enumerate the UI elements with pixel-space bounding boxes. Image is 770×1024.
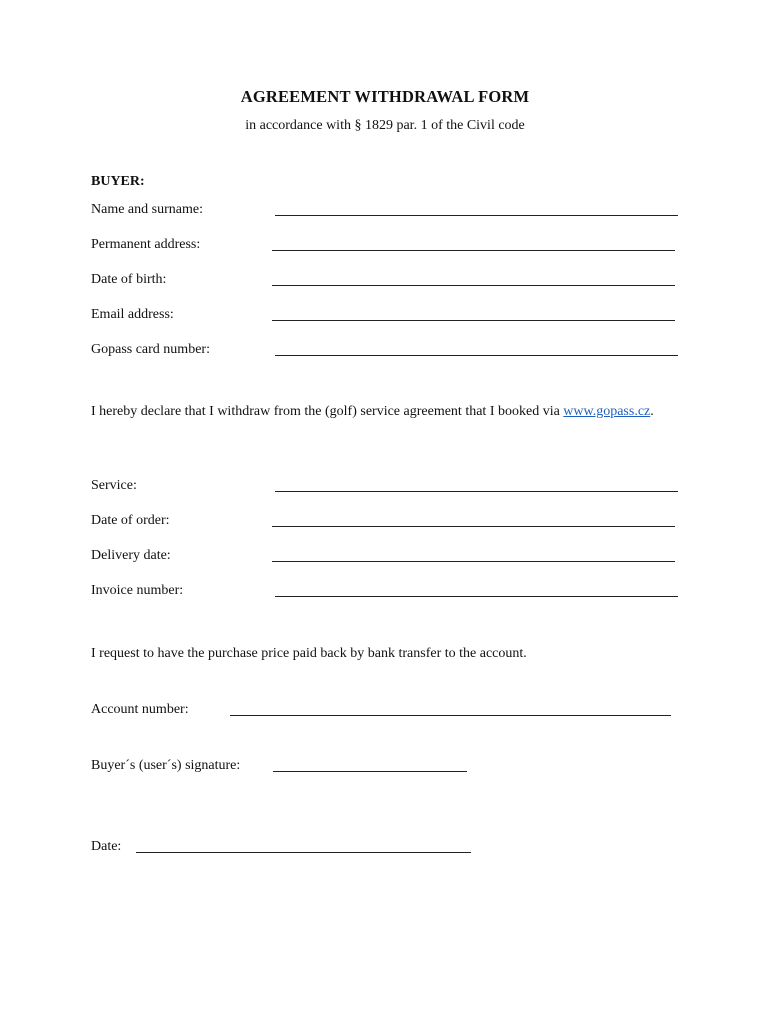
form-subtitle: in accordance with § 1829 par. 1 of the Civil code xyxy=(245,118,525,133)
delivery-date-field[interactable] xyxy=(272,561,675,562)
refund-request-text: I request to have the purchase price paid back by bank transfer to the account. xyxy=(91,646,527,661)
invoice-number-field[interactable] xyxy=(275,596,678,597)
gopass-card-field[interactable] xyxy=(275,355,678,356)
account-number-label: Account number: xyxy=(91,702,189,717)
delivery-date-label: Delivery date: xyxy=(91,548,171,563)
permanent-address-field[interactable] xyxy=(272,250,675,251)
declaration-end: . xyxy=(650,404,654,419)
date-of-birth-field[interactable] xyxy=(272,285,675,286)
email-address-field[interactable] xyxy=(272,320,675,321)
signature-field[interactable] xyxy=(273,771,467,772)
signature-label: Buyer´s (user´s) signature: xyxy=(91,758,241,773)
permanent-address-label: Permanent address: xyxy=(91,237,201,252)
buyer-heading: BUYER: xyxy=(91,174,145,189)
service-field[interactable] xyxy=(275,491,678,492)
date-of-order-label: Date of order: xyxy=(91,513,170,528)
declaration-paragraph xyxy=(91,402,678,422)
form-title: AGREEMENT WITHDRAWAL FORM xyxy=(240,87,530,106)
date-of-birth-label: Date of birth: xyxy=(91,272,167,287)
gopass-card-label: Gopass card number: xyxy=(91,342,210,357)
date-of-order-field[interactable] xyxy=(272,526,675,527)
name-surname-field[interactable] xyxy=(275,215,678,216)
account-number-field[interactable] xyxy=(230,715,671,716)
date-label: Date: xyxy=(91,839,122,854)
gopass-link[interactable]: www.gopass.cz xyxy=(563,404,651,419)
email-address-label: Email address: xyxy=(91,307,174,322)
invoice-number-label: Invoice number: xyxy=(91,583,184,598)
service-label: Service: xyxy=(91,478,137,493)
date-field[interactable] xyxy=(136,852,471,853)
name-surname-label: Name and surname: xyxy=(91,202,203,217)
declaration-text: I hereby declare that I withdraw from the (golf) service agreement that I booked via xyxy=(91,404,564,419)
